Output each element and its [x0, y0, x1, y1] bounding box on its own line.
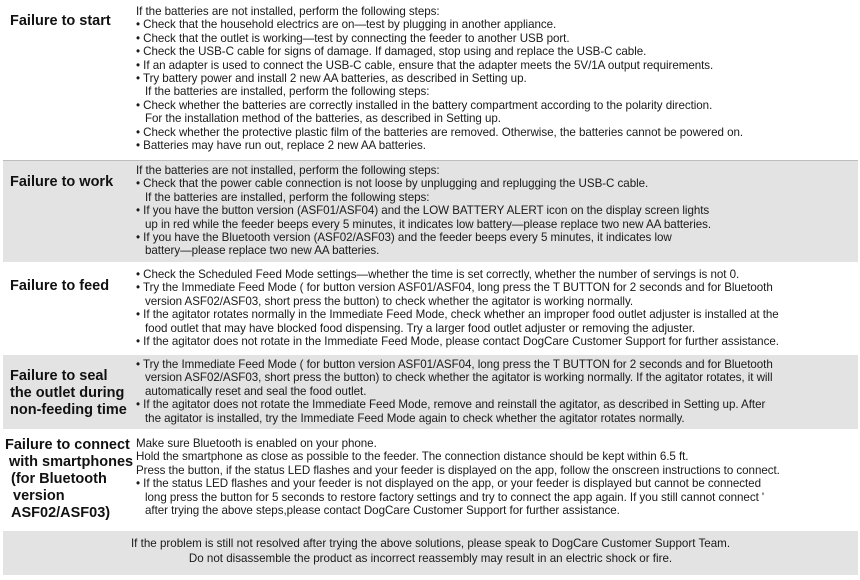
row-failure-to-seal: [3, 355, 858, 429]
text-line: food outlet that may have blocked food dispensing. Try a larger food outlet adjuster or removing the adjuster.: [145, 321, 696, 335]
text-line: For the installation method of the batteries, as described in Setting up.: [145, 112, 501, 126]
row-title-line: (for Bluetooth: [11, 471, 107, 487]
row-content: [136, 265, 858, 352]
footer-line-2: Do not disassemble the product as incorrect reassembly may result in an electric shock or fire.: [188, 551, 673, 565]
row-content: [136, 355, 858, 429]
row-title-line: version: [13, 488, 65, 504]
row-content: [136, 433, 858, 527]
bullet-item: • Try the Immediate Feed Mode ( for button version ASF01/ASF04, long press the T BUTTON for 2 seconds and for Bluetooth: [136, 358, 773, 371]
text-line: version ASF02/ASF03, short press the button) to check whether the agitator is working normally.: [145, 294, 634, 308]
row-failure-to-start: [3, 5, 858, 158]
bullet-item: • Try battery power and install 2 new AA batteries, as described in Setting up.: [136, 72, 527, 86]
row-title: [3, 161, 136, 262]
text-line: after trying the above steps,please contact DogCare Customer Support for further assistance.: [145, 504, 620, 518]
row-title-line: with smartphones: [9, 454, 134, 470]
row-title-line: Failure to connect: [5, 437, 130, 453]
bullet-item: • Check whether the batteries are correctly installed in the battery compartment according to the polarity direction.: [136, 98, 713, 112]
row-title: [3, 5, 136, 158]
row-title-line: Failure to seal: [10, 368, 108, 384]
bullet-item: • If the agitator rotates normally in the Immediate Feed Mode, check whether an improper food outlet adjuster is installed at the: [136, 308, 779, 322]
bullet-item: • If you have the button version (ASF01/ASF04) and the LOW BATTERY ALERT icon on the display screen lights: [136, 204, 710, 218]
text-line: If the batteries are installed, perform the following steps:: [145, 85, 430, 99]
row-title-line: the outlet during: [10, 385, 125, 401]
text-line: Hold the smartphone as close as possible to the feeder. The connection distance should be kept within 6.5 ft.: [136, 450, 689, 464]
bullet-item: • Check that the household electrics are on—test by plugging in another appliance.: [136, 18, 557, 32]
row-content: [136, 5, 858, 158]
row-title-text: Failure to work: [10, 174, 114, 190]
text-line: If the batteries are not installed, perform the following steps:: [136, 5, 440, 18]
bullet-item: • If an adapter is used to connect the USB-C cable, ensure that the adapter meets the 5V/1A output requirements.: [136, 58, 714, 72]
bullet-item: • If the agitator does not rotate in the Immediate Feed Mode, please contact DogCare Customer Support for further assistance.: [136, 335, 779, 349]
footer-note: [3, 531, 858, 575]
row-title: [3, 355, 136, 429]
bullet-item: • Check the Scheduled Feed Mode settings—whether the time is set correctly, whether the number of servings is not 0.: [136, 268, 740, 281]
row-title-text: Failure to start: [10, 13, 111, 29]
bullet-item: • If you have the Bluetooth version (ASF02/ASF03) and the feeder beeps every 5 minutes, it indicates low: [136, 231, 672, 245]
text-line: version ASF02/ASF03, short press the button) to check whether the agitator is working normally. If the agitator rotates, it will: [145, 371, 773, 385]
text-line: the agitator is installed, try the Immediate Feed Mode again to check whether the agitator rotates normally.: [145, 411, 685, 425]
bullet-item: • If the status LED flashes and your feeder is not displayed on the app, or your feeder is displayed but cannot be connected: [136, 477, 761, 491]
bullet-item: • Check whether the protective plastic film of the batteries are removed. Otherwise, the batteries cannot be powered on.: [136, 125, 744, 139]
text-line: Press the button, if the status LED flashes and your feeder is displayed on the app, follow the onscreen instructions to connect.: [136, 463, 780, 477]
row-title-line: ASF02/ASF03): [11, 505, 111, 521]
text-line: If the batteries are installed, perform the following steps:: [145, 190, 430, 204]
bullet-item: • Try the Immediate Feed Mode ( for button version ASF01/ASF04, long press the T BUTTON for 2 seconds and for Bluetooth: [136, 281, 773, 295]
text-line: up in red while the feeder beeps every 5 minutes, it indicates low battery—please replace two new AA batteries.: [145, 217, 712, 231]
row-title: [3, 433, 136, 527]
text-line: battery—please replace two new AA batteries.: [145, 244, 380, 258]
row-title-line: non-feeding time: [10, 402, 127, 418]
row-title-text: Failure to feed: [10, 278, 110, 294]
bullet-item: • Check that the power cable connection is not loose by unplugging and replugging the USB-C cable.: [136, 177, 649, 191]
row-failure-to-connect: [3, 433, 858, 527]
row-title: [3, 265, 136, 352]
text-line: If the batteries are not installed, perform the following steps:: [136, 164, 440, 177]
row-content: [136, 161, 858, 262]
text-line: automatically reset and seal the food outlet.: [145, 384, 367, 398]
text-line: long press the button for 5 seconds to restore factory settings and try to connect the app again. If you still cannot connect ': [145, 490, 765, 504]
row-failure-to-feed: [3, 265, 858, 352]
bullet-item: • If the agitator does not rotate the Immediate Feed Mode, remove and reinstall the agitator, as described in Setting up. After: [136, 398, 766, 412]
bullet-item: • Check the USB-C cable for signs of damage. If damaged, stop using and replace the USB-C cable.: [136, 45, 647, 59]
bullet-item: • Check that the outlet is working—test by connecting the feeder to another USB port.: [136, 31, 570, 45]
text-line: Make sure Bluetooth is enabled on your phone.: [136, 437, 377, 450]
footer-line-1: If the problem is still not resolved after trying the above solutions, please speak to DogCare Customer Support Team.: [130, 537, 731, 550]
row-failure-to-work: [3, 161, 858, 262]
bullet-item: • Batteries may have run out, replace 2 new AA batteries.: [136, 139, 426, 153]
